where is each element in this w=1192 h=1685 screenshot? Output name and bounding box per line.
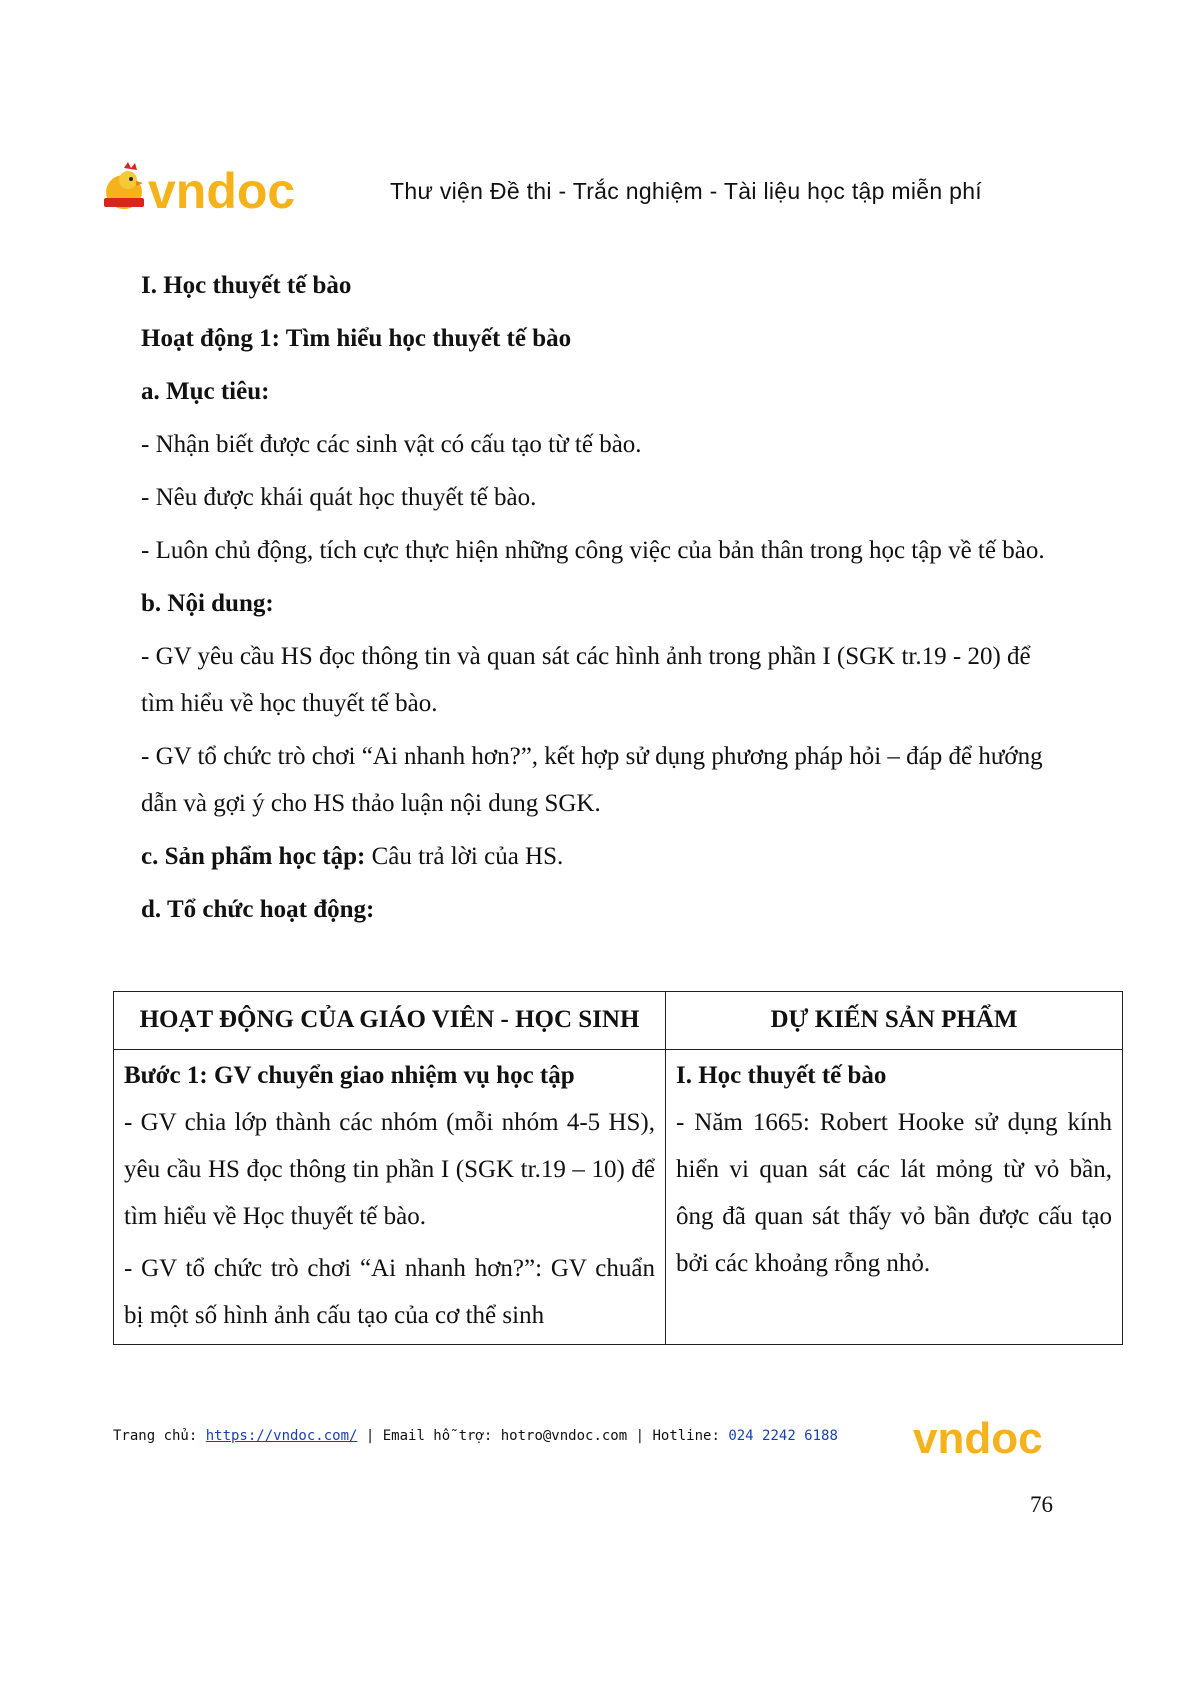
organization-heading: d. Tổ chức hoạt động:	[141, 896, 375, 923]
objective-item: - Nhận biết được các sinh vật có cấu tạo từ tế bào.	[141, 431, 642, 458]
support-email: Email hỗ trợ: hotro@vndoc.com	[382, 1428, 628, 1444]
product-label: c. Sản phẩm học tập:	[141, 843, 366, 870]
product-title: I. Học thuyết tế bào	[676, 1062, 887, 1089]
footer-separator: |	[357, 1428, 383, 1444]
table-cell-product	[666, 1050, 1123, 1345]
hotline-label: Hotline:	[652, 1428, 729, 1444]
product-paragraph: - Năm 1665: Robert Hooke sử dụng kính hiển vi quan sát các lát mỏng từ vỏ bần, ông đã quan sát thấy vỏ bần được cấu tạo bởi các khoảng rỗng nhỏ.	[676, 1109, 1112, 1277]
page-number: 76	[1030, 1492, 1053, 1517]
footer-separator: |	[627, 1428, 653, 1444]
vndoc-logo	[100, 160, 330, 230]
home-link[interactable]: https://vndoc.com/	[205, 1428, 358, 1444]
table-header-teacher-student: HOẠT ĐỘNG CỦA GIÁO VIÊN - HỌC SINH	[114, 992, 666, 1050]
product-text: Câu trả lời của HS.	[365, 843, 564, 870]
table-header-expected-product: DỰ KIẾN SẢN PHẨM	[666, 992, 1123, 1050]
objectives-heading: a. Mục tiêu:	[141, 378, 270, 405]
chicken-mascot-icon	[104, 162, 144, 209]
activity-table	[113, 991, 1123, 1345]
site-tagline: Thư viện Đề thi - Trắc nghiệm - Tài liệu học tập miễn phí	[390, 178, 982, 204]
step-paragraph: - GV chia lớp thành các nhóm (mỗi nhóm 4-5 HS), yêu cầu HS đọc thông tin phần I (SGK tr.19 – 10) để tìm hiểu về Học thuyết tế bào.	[124, 1109, 655, 1230]
content-item: - GV yêu cầu HS đọc thông tin và quan sát các hình ảnh trong phần I (SGK tr.19 - 20) để tìm hiểu về học thuyết tế bào.	[141, 643, 1031, 717]
step-title: Bước 1: GV chuyển giao nhiệm vụ học tập	[124, 1062, 575, 1089]
lesson-content	[141, 262, 1056, 939]
step-paragraph: - GV tổ chức trò chơi “Ai nhanh hơn?”: GV chuẩn bị một số hình ảnh cấu tạo của cơ thể sinh	[124, 1255, 655, 1329]
objective-item: - Nêu được khái quát học thuyết tế bào.	[141, 484, 537, 511]
footer-logo-text: vndoc	[913, 1415, 1043, 1463]
section-title: I. Học thuyết tế bào	[141, 272, 352, 299]
home-label: Trang chủ:	[113, 1428, 206, 1444]
hotline-number: 024 2242 6188	[728, 1428, 838, 1444]
activity-title: Hoạt động 1: Tìm hiểu học thuyết tế bào	[141, 325, 572, 352]
logo-text: vndoc	[148, 163, 296, 219]
footer-vndoc-logo	[913, 1415, 1053, 1465]
objective-item: - Luôn chủ động, tích cực thực hiện những công việc của bản thân trong học tập về tế bào.	[141, 537, 1045, 564]
content-heading: b. Nội dung:	[141, 590, 274, 617]
table-header-row	[114, 992, 1123, 1050]
table-row	[114, 1050, 1123, 1345]
content-item: - GV tổ chức trò chơi “Ai nhanh hơn?”, kết hợp sử dụng phương pháp hỏi – đáp để hướng dẫn và gợi ý cho HS thảo luận nội dung SGK.	[141, 743, 1043, 817]
product-line	[141, 833, 1056, 880]
table-cell-activities	[114, 1050, 666, 1345]
page-footer	[113, 1428, 838, 1444]
